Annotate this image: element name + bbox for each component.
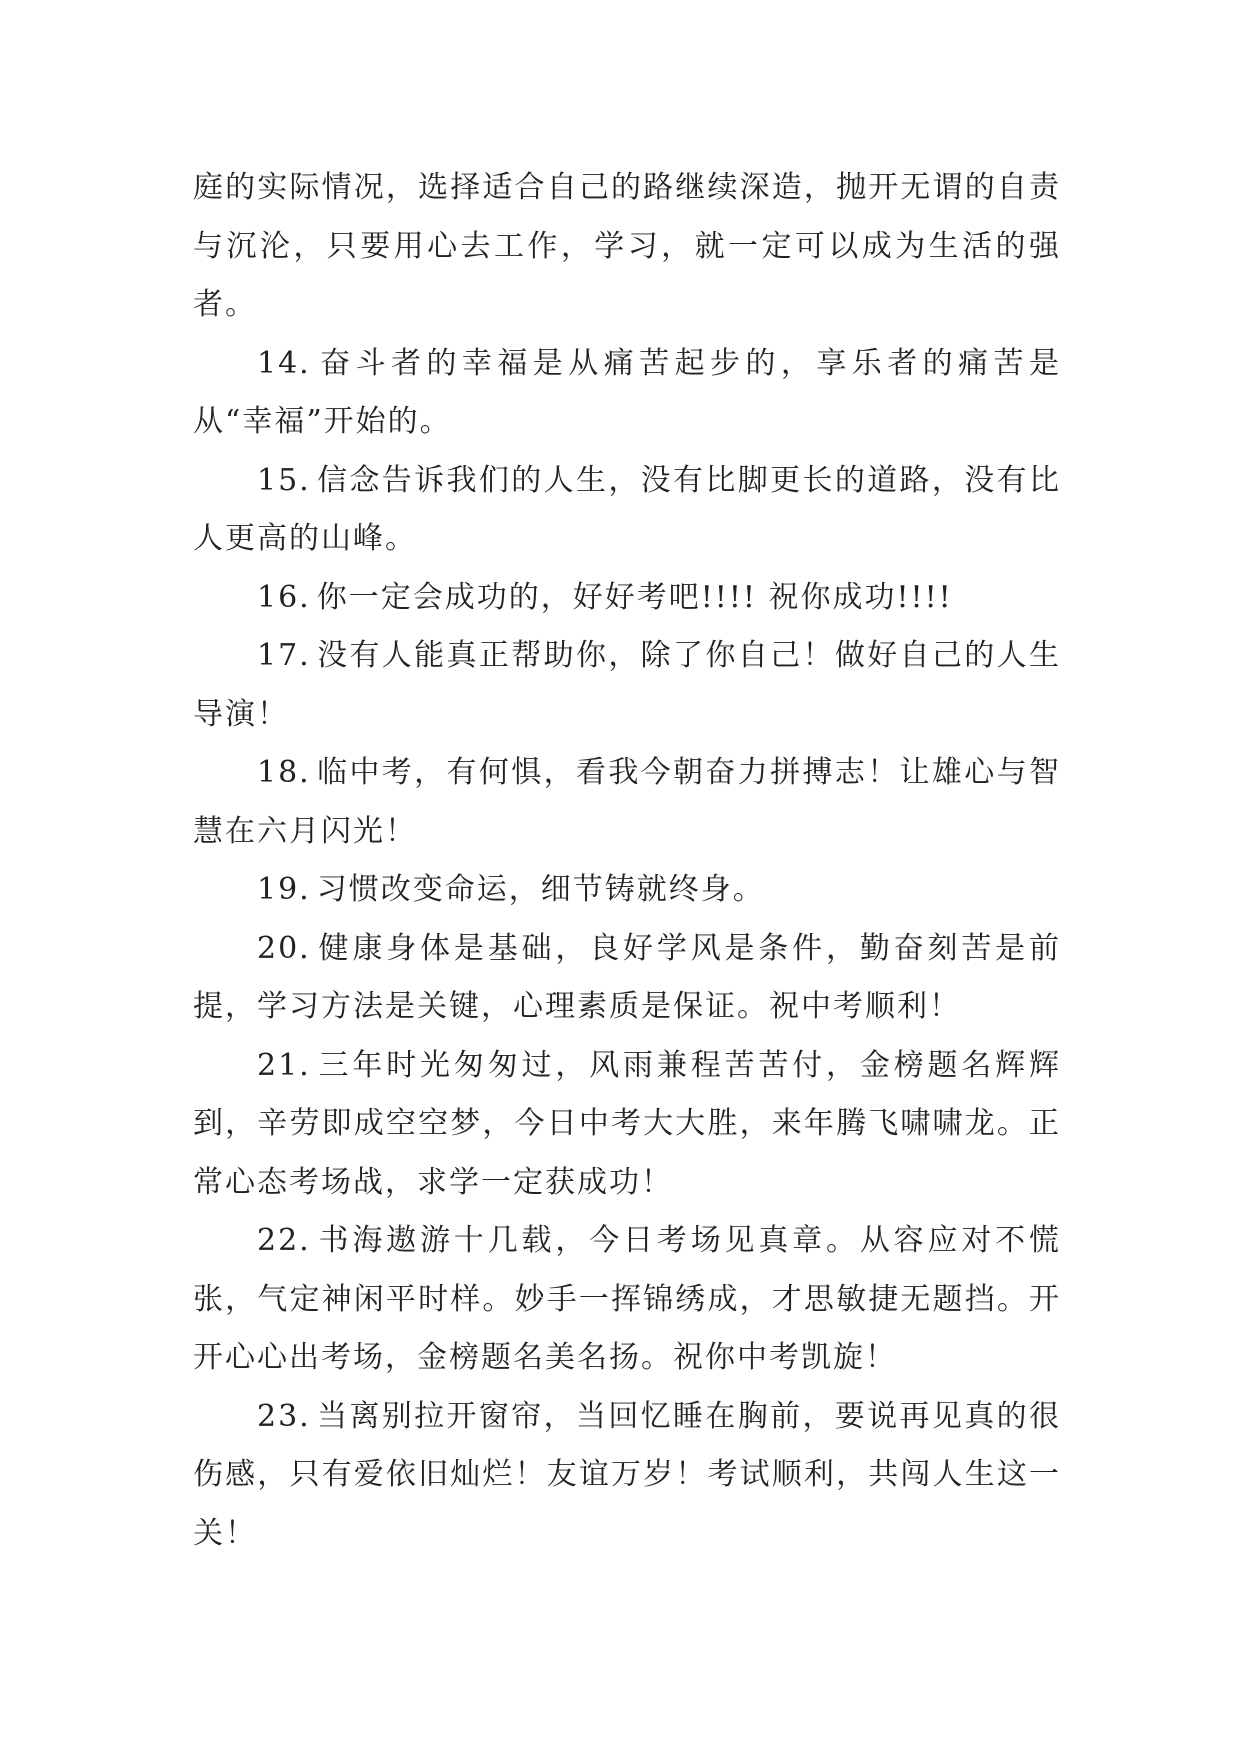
paragraph-text: 临中考，有何惧，看我今朝奋力拼搏志！让雄心与智慧在六月闪光！	[193, 755, 1061, 849]
paragraph-15	[193, 452, 1061, 569]
paragraph-20	[193, 920, 1061, 1037]
paragraph-text: 健康身体是基础，良好学风是条件，勤奋刻苦是前提，学习方法是关键，心理素质是保证。祝中考顺利！	[193, 930, 1061, 1024]
paragraph-text: 书海遨游十几载，今日考场见真章。从容应对不慌张，气定神闲平时样。妙手一挥锦绣成，才思敏捷无题挡。开开心心出考场，金榜题名美名扬。祝你中考凯旋！	[193, 1223, 1061, 1375]
paragraph-number: 18.	[257, 755, 311, 790]
paragraph-text: 习惯改变命运，细节铸就终身。	[316, 872, 765, 907]
paragraph-text: 信念告诉我们的人生，没有比脚更长的道路，没有比人更高的山峰。	[193, 462, 1061, 556]
paragraph-number: 14.	[257, 345, 311, 381]
paragraph-number: 15.	[257, 462, 311, 498]
paragraph-number: 20.	[257, 930, 311, 966]
paragraph-text: 庭的实际情况，选择适合自己的路继续深造，抛开无谓的自责与沉沦，只要用心去工作，学习，就一定可以成为生活的强者。	[193, 170, 1061, 322]
paragraph-17	[193, 627, 1061, 744]
paragraph-16	[193, 569, 1061, 628]
paragraph-number: 17.	[257, 638, 311, 673]
paragraph-18	[193, 744, 1061, 861]
paragraph-number: 23.	[257, 1398, 311, 1434]
paragraph-text: 当离别拉开窗帘，当回忆睡在胸前，要说再见真的很伤感，只有爱依旧灿烂！友谊万岁！考试顺利，共闯人生这一关！	[193, 1398, 1061, 1551]
paragraph-number: 19.	[257, 872, 311, 907]
paragraph-text: 没有人能真正帮助你，除了你自己！做好自己的人生导演！	[193, 638, 1061, 732]
paragraph-22	[193, 1212, 1061, 1388]
paragraph-number: 22.	[257, 1223, 311, 1258]
paragraph-19	[193, 861, 1061, 920]
paragraph-text: 三年时光匆匆过，风雨兼程苦苦付，金榜题名辉辉到，辛劳即成空空梦，今日中考大大胜，来年腾飞啸啸龙。正常心态考场战，求学一定获成功！	[193, 1047, 1061, 1200]
paragraph-continuation	[193, 159, 1061, 335]
paragraph-text: 奋斗者的幸福是从痛苦起步的，享乐者的痛苦是从“幸福”开始的。	[193, 345, 1061, 439]
paragraph-number: 21.	[257, 1047, 311, 1083]
paragraph-number: 16.	[257, 579, 311, 615]
paragraph-23	[193, 1388, 1061, 1564]
paragraph-21	[193, 1037, 1061, 1213]
paragraph-text: 你一定会成功的，好好考吧!!!! 祝你成功!!!!	[316, 579, 953, 615]
document-body	[193, 159, 1061, 1563]
paragraph-14	[193, 335, 1061, 452]
